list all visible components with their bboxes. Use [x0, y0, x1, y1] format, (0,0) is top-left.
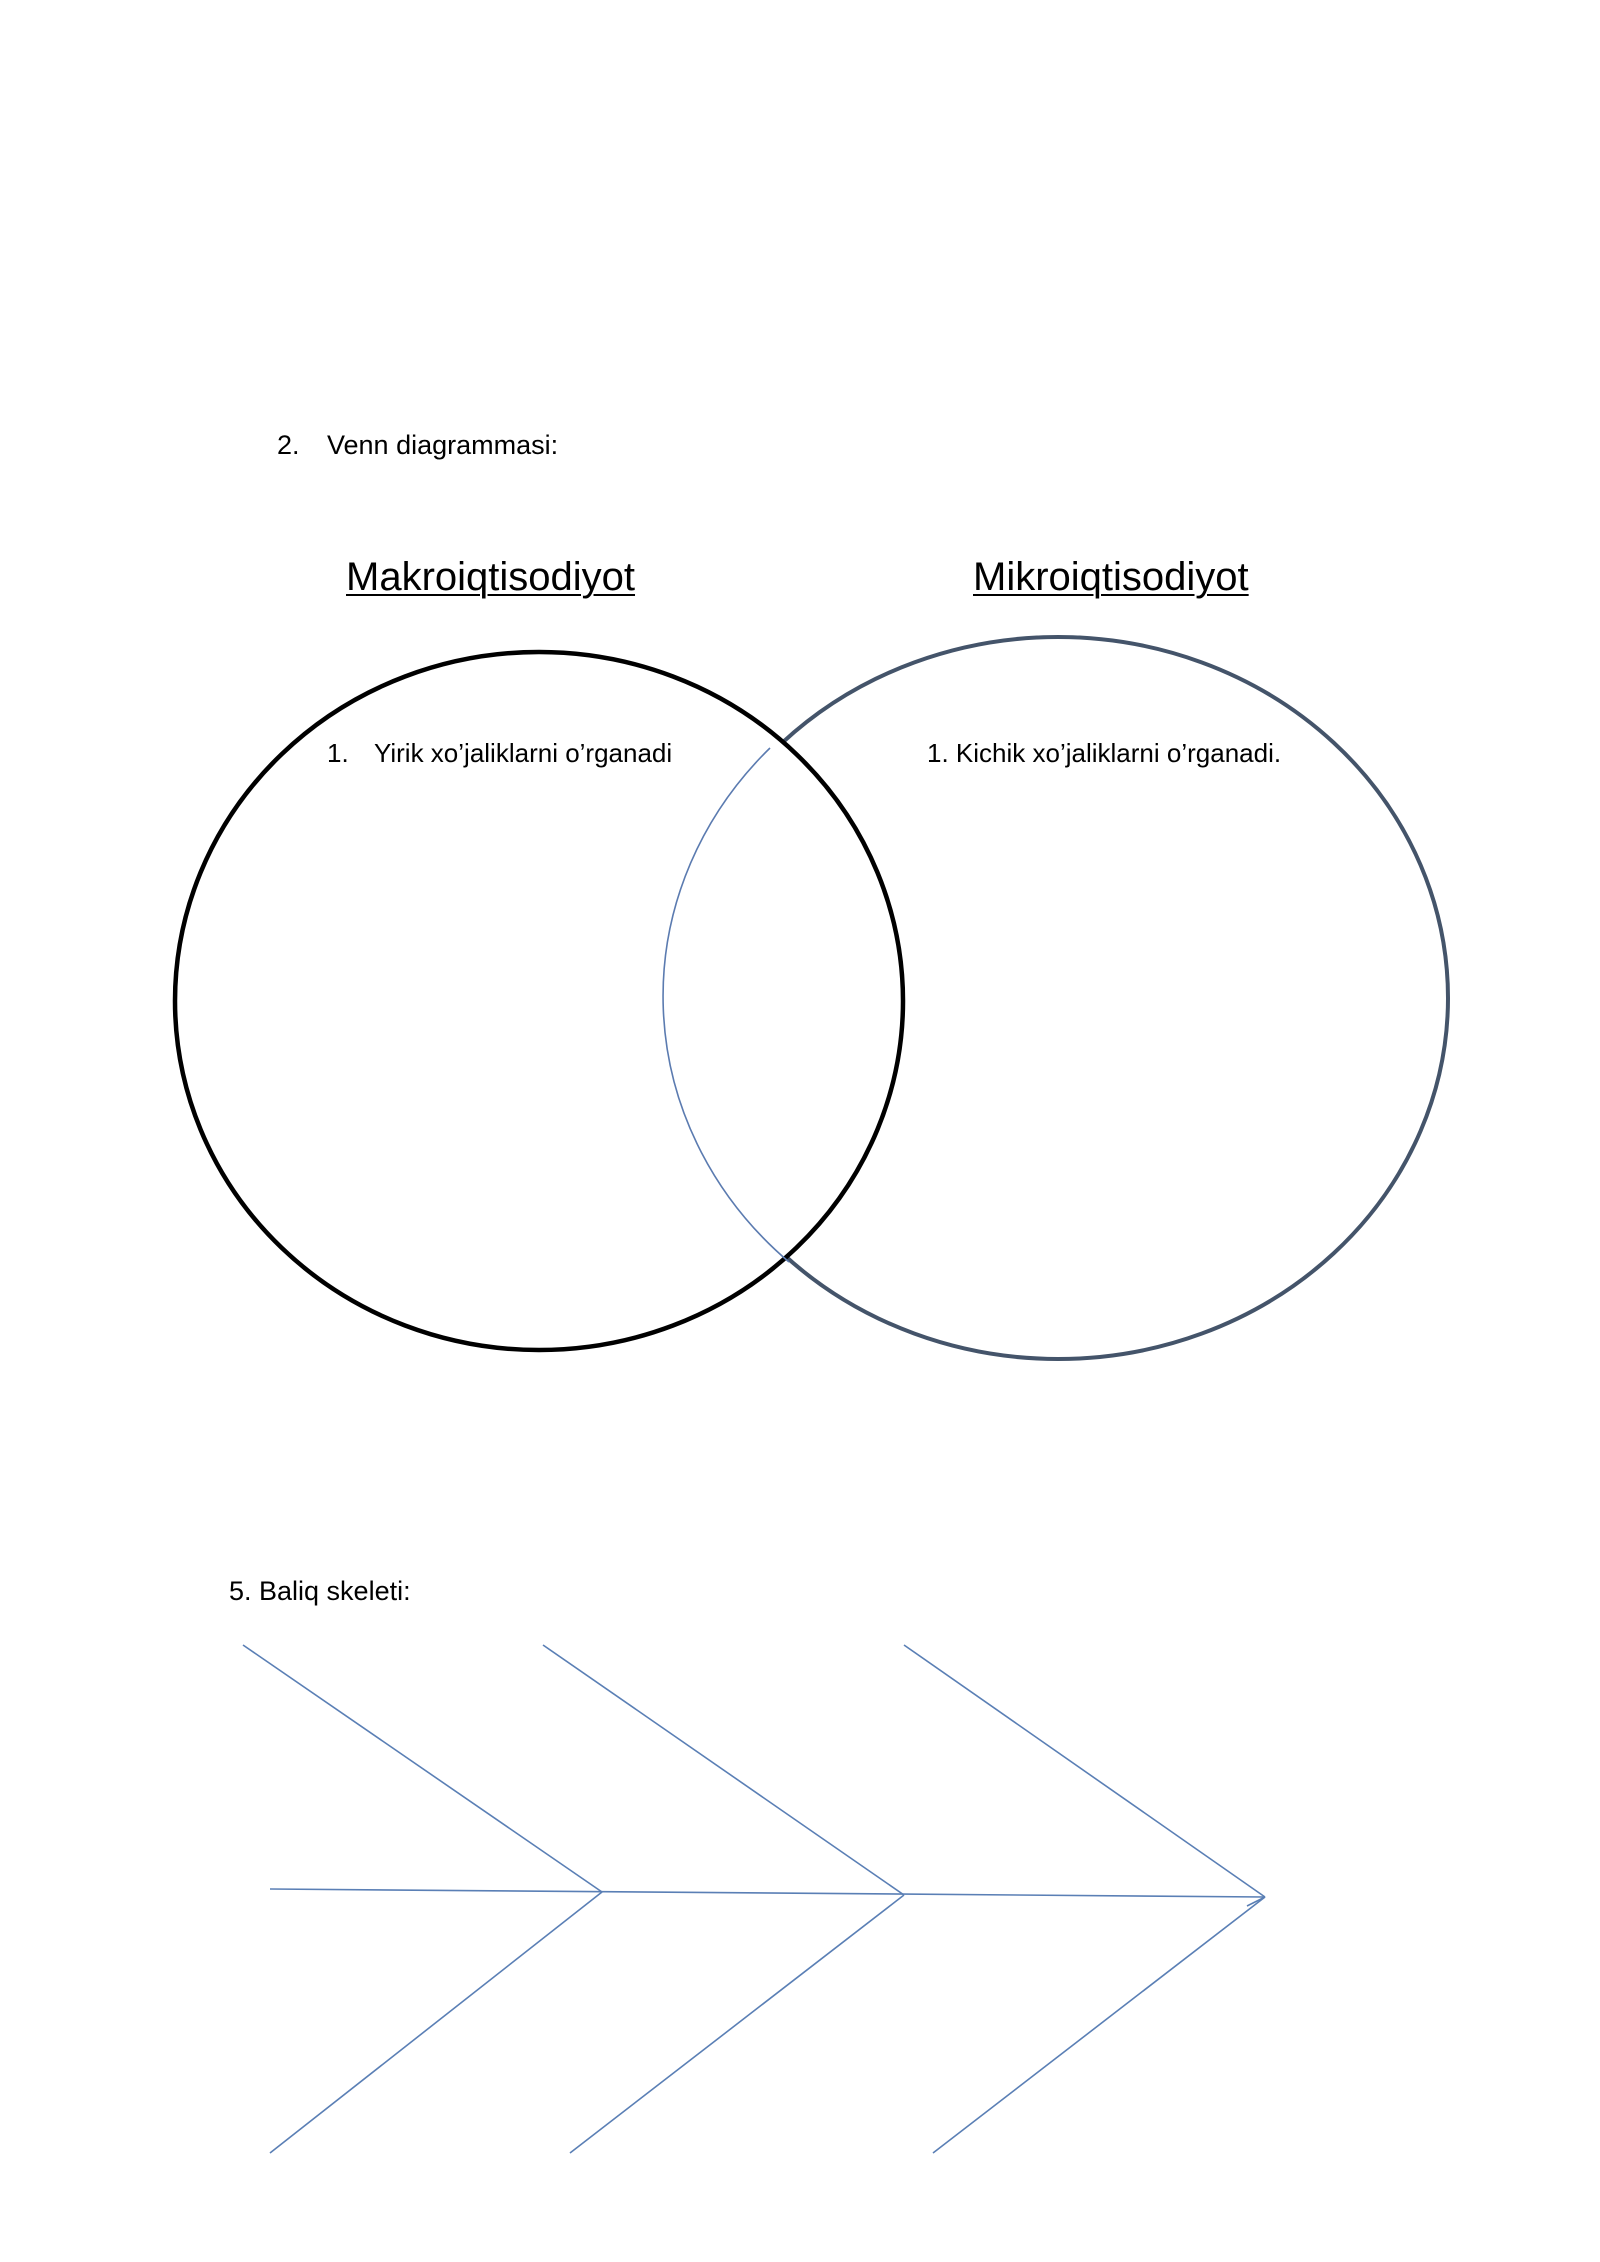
venn-right-item-text: Kichik xo’jaliklarni o’rganadi.	[955, 738, 1282, 768]
fishbone-bone-upper-3	[904, 1645, 1265, 1897]
venn-section-number: 2.	[277, 430, 300, 460]
fishbone-skeleton	[243, 1645, 1265, 2153]
venn-left-item-number: 1.	[327, 738, 349, 768]
fishbone-bone-lower-2	[570, 1895, 904, 2153]
fishbone-bone-lower-3	[933, 1897, 1265, 2153]
venn-left-item-text: Yirik xo’jaliklarni o’rganadi	[374, 738, 673, 768]
fishbone-bone-upper-2	[543, 1645, 904, 1895]
venn-section-title: Venn diagrammasi:	[327, 430, 559, 460]
fishbone-bone-lower-1	[270, 1892, 602, 2153]
venn-right-label: Mikroiqtisodiyot	[973, 555, 1249, 599]
venn-right-item	[927, 740, 1281, 766]
venn-left-label: Makroiqtisodiyot	[346, 555, 636, 599]
fishbone-bone-upper-1	[243, 1645, 602, 1892]
fishbone-section-heading: 5. Baliq skeleti:	[229, 1576, 411, 1606]
venn-right-item-number: 1.	[927, 738, 949, 768]
venn-left-item	[327, 740, 672, 766]
fishbone-spine	[270, 1889, 1265, 1897]
